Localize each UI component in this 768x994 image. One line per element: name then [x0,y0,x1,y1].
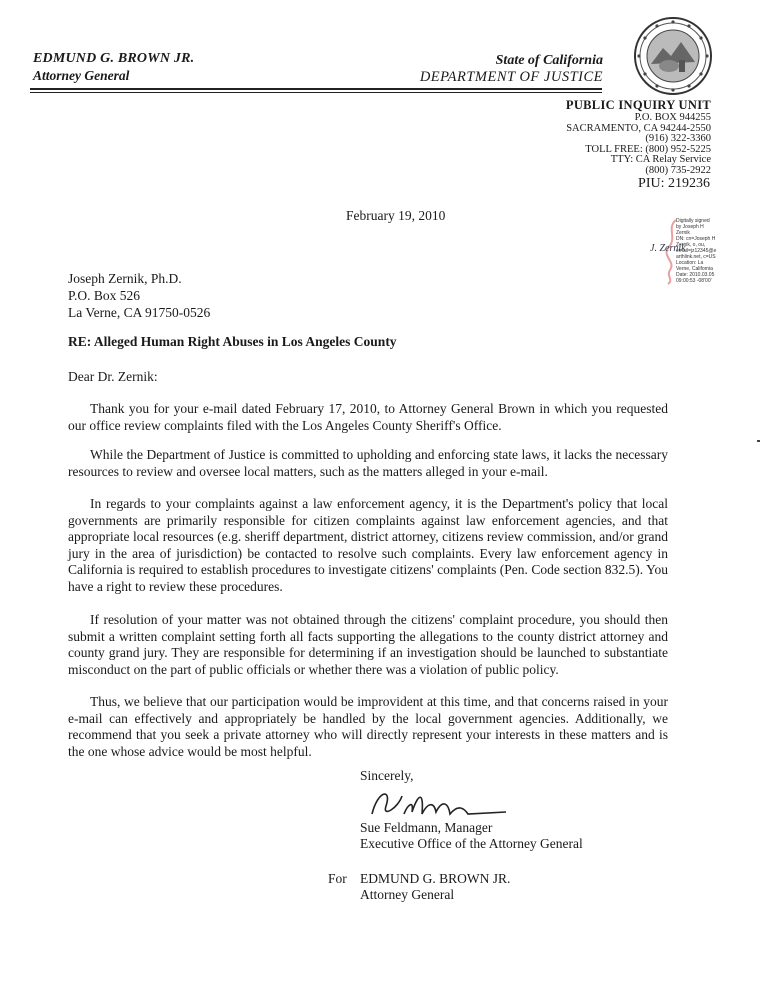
unit-line: (800) 735-2922 [645,164,711,176]
sig-line: by Joseph H [676,224,704,230]
unit-line: TTY: CA Relay Service [610,154,711,165]
sig-line: arthlink.net, c=US [676,254,716,260]
unit-line: TOLL FREE: (800) 952-5225 [585,143,711,155]
body-paragraph-4: If resolution of your matter was not obtained through the citizens' complaint procedure, you should then submit a written complaint setting forth all facts supporting the allegations to the county district attorney and county grand jury. They are responsible for determining if an investigation should be launched to substantiate misconduct on the part of public officials or whether there was a violation of public policy. [68,612,668,677]
state-seal-icon [633,16,713,96]
letterhead-rule [30,88,602,90]
unit-line: SACRAMENTO, CA 94244-2550 [566,122,711,134]
body-paragraph-1: Thank you for your e-mail dated February 17, 2010, to Attorney General Brown in which you requested our office review complaints filed with the Los Angeles County Sheriff's Office. [68,401,668,433]
letterhead-rule-thin [30,92,602,93]
body-paragraph-5: Thus, we believe that our participation would be improvident at this time, and that concerns raised in your e-mail can effectively and appropriately be handled by the local government agencies. Additionally, we recommend that you seek a private attorney who will directly represent your interests in these matters and is the one whose advice would be most helpful. [68,694,668,759]
signer-name: Sue Feldmann, Manager [360,820,493,835]
sig-line: Digitally signed [676,218,710,224]
digital-signature-details [676,218,746,284]
unit-line: (916) 322-3360 [645,133,711,144]
recipient-address [68,270,210,321]
subject-line: RE: Alleged Human Right Abuses in Los Angeles County [68,334,397,349]
unit-line: P.O. BOX 944255 [634,112,711,123]
sig-line: Zernik, o, ou, [676,242,706,248]
for-label: For [328,871,347,886]
margin-mark [757,440,760,442]
recipient-name: Joseph Zernik, Ph.D. [68,271,182,286]
letter-date: February 19, 2010 [346,208,446,223]
body-paragraph-3: In regards to your complaints against a law enforcement agency, it is the Department's policy that local governments are primarily responsible for citizen complaints against law enforcement agencies, and that appropriate local resources (e.g. sheriff department, district attorney, citizens review commission, and/or grand jury in the area of jurisdiction) be contacted to resolve such complaints. Every law enforcement agency in California is required to establish procedures to investigate citizens' complaints (Pen. Code section 832.5). You have a right to review these procedures. [68,496,668,594]
digital-signature-script: J. Zernik [650,243,686,254]
piu-number: PIU: 219236 [638,176,710,191]
sig-line: Verne, California [676,266,713,272]
for-title: Attorney General [360,887,455,902]
letterhead-state: State of California [495,53,603,68]
sig-line: 09:00:53 -08'00' [676,278,712,284]
recipient-city: La Verne, CA 91750-0526 [68,305,211,320]
greeting: Dear Dr. Zernik: [68,369,158,384]
for-name: EDMUND G. BROWN JR. [360,871,511,886]
sig-line: email=jz12345@e [676,248,717,254]
sig-line: Date: 2010.03.05 [676,272,715,278]
unit-name: PUBLIC INQUIRY UNIT [565,98,711,112]
signer-office: Executive Office of the Attorney General [360,836,583,851]
closing-sincerely: Sincerely, [360,768,414,783]
recipient-po-box: P.O. Box 526 [68,288,141,303]
letterhead-department: DEPARTMENT OF JUSTICE [419,69,603,85]
body-paragraph-2: While the Department of Justice is committed to upholding and enforcing state laws, it lacks the necessary resources to review and oversee local matters, such as the matters alleged in your e-mail. [68,447,668,479]
unit-address-block [566,98,711,176]
sig-line: DN: cn=Joseph H [676,236,716,242]
letterhead-title: Attorney General [33,68,130,83]
sig-line: Zernik [676,230,690,236]
sig-line: Location: La [676,260,704,266]
letterhead-name: EDMUND G. BROWN JR. [33,51,195,66]
